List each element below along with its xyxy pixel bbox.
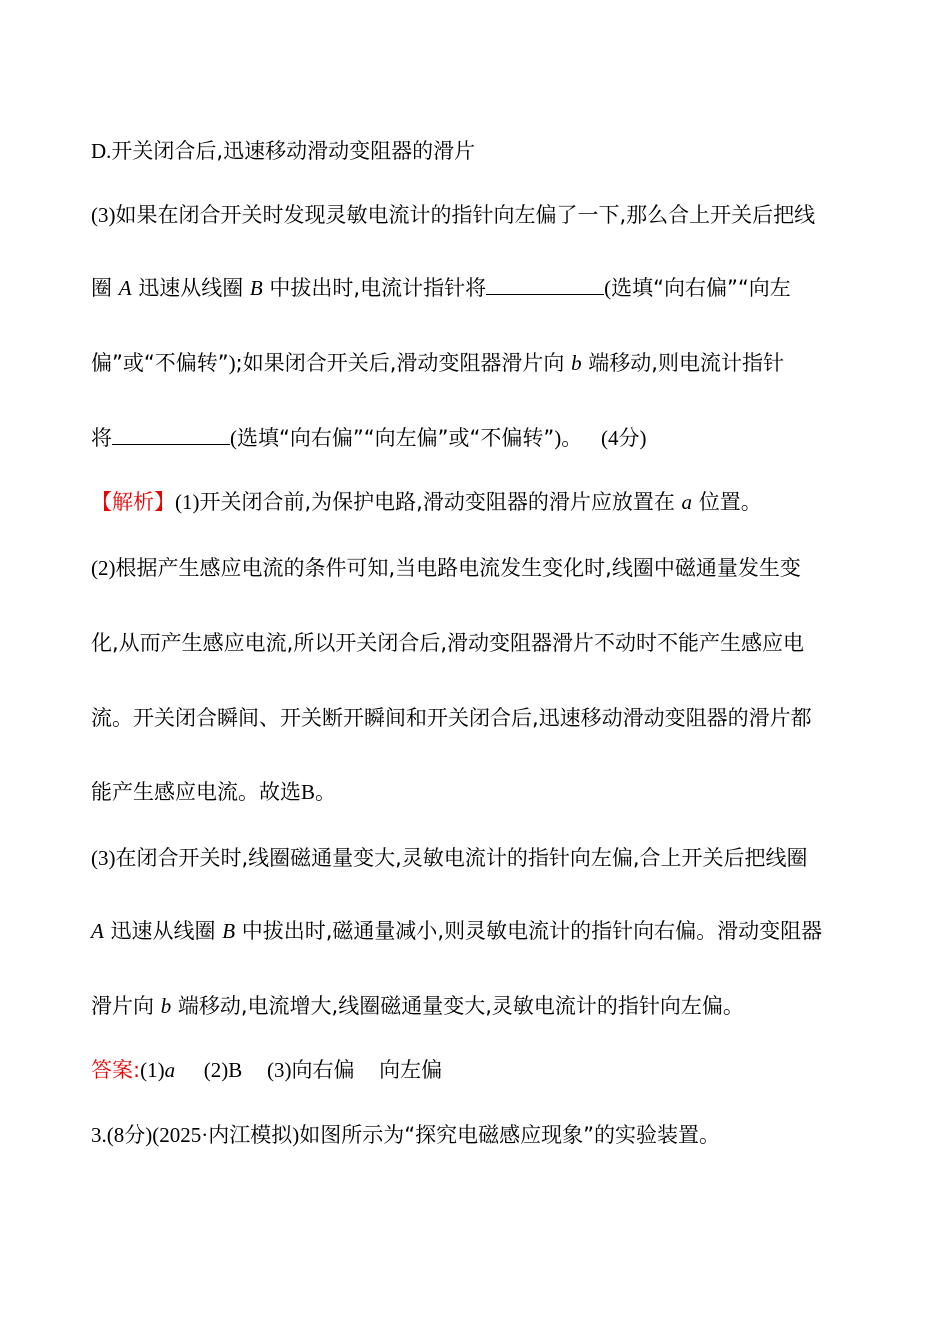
analysis-p2-text-2: 化,从而产生感应电流,所以开关闭合后,滑动变阻器滑片不动时不能产生感应电: [91, 631, 805, 655]
paren-close: ): [228, 351, 236, 375]
option-d-text: 开关闭合后,迅速移动滑动变阻器的滑片: [111, 139, 476, 163]
question-3-source: 内江模拟: [208, 1123, 293, 1147]
part3-text-2a: 圈: [91, 276, 112, 300]
analysis-p3-text-3a: 滑片向: [91, 994, 154, 1018]
answer-blank-1[interactable]: [486, 274, 604, 295]
question-3-text: 如图所示为“探究电磁感应现象”的实验装置。: [299, 1123, 721, 1147]
coil-a-var: A: [118, 276, 132, 300]
answer-3: [267, 1058, 355, 1082]
position-a-var: a: [681, 490, 693, 514]
option-d-label: D.: [91, 139, 112, 163]
paren-open: (: [604, 276, 612, 300]
answer-3-number: (3): [266, 1058, 292, 1082]
analysis-p3-line-1: [91, 843, 871, 873]
part3-text-4a: 将: [91, 426, 112, 450]
analysis-p2-number: (2): [91, 556, 116, 580]
analysis-p3-line-3: [91, 991, 871, 1021]
option-d: [91, 136, 871, 166]
analysis-line-1: [91, 487, 871, 517]
part3-text-3b: ;如果闭合开关后,滑动变阻器滑片向: [235, 351, 565, 375]
analysis-p2-line-1: [91, 553, 871, 583]
analysis-p2-text-4: 能产生感应电流。故选: [91, 780, 301, 804]
answer-1-value: a: [164, 1058, 176, 1082]
analysis-p1-text: 开关闭合前,为保护电路,滑动变阻器的滑片应放置在: [199, 490, 675, 514]
question-3-number: 3.: [91, 1123, 107, 1147]
score-close: ): [639, 426, 647, 450]
analysis-p2-end: 。: [315, 780, 337, 804]
part3-line-4: [91, 423, 871, 453]
part3-text-3c: 端移动,则电流计指针: [588, 351, 784, 375]
part3-text-2c: 中拔出时,电流计指针将: [269, 276, 487, 300]
answer-tag: 答案:: [91, 1058, 141, 1082]
part3-score: [601, 426, 647, 450]
question-3-source-close: ): [292, 1123, 300, 1147]
part3-text-3a: 偏”或“不偏转”: [91, 351, 229, 375]
analysis-p2-line-4: [91, 777, 871, 807]
coil-a-var-2: A: [91, 919, 104, 943]
part3-number: (3): [91, 203, 116, 227]
part3-line-3: [91, 348, 871, 378]
analysis-tag: 【解析】: [91, 490, 175, 514]
part3-line-2: [91, 273, 871, 303]
analysis-p3-text-2b: 中拔出时,磁通量减小,则灵敏电流计的指针向右偏。滑动变阻器: [241, 919, 823, 943]
answer-3-value: 向右偏: [291, 1058, 355, 1082]
coil-b-var-2: B: [222, 919, 236, 943]
analysis-p2-text-1: 根据产生感应电流的条件可知,当电路电流发生变化时,线圈中磁通量发生变: [115, 556, 801, 580]
part3-text-1: 如果在闭合开关时发现灵敏电流计的指针向左偏了一下,那么合上开关后把线: [115, 203, 816, 227]
answer-4-value: 向左偏: [379, 1058, 443, 1082]
period: 。: [561, 426, 583, 450]
question-3-line: [91, 1120, 871, 1150]
analysis-p3-text-2a: 迅速从线圈: [110, 919, 216, 943]
coil-b-var: B: [249, 276, 263, 300]
analysis-p3-line-2: [91, 916, 871, 946]
answer-line: [91, 1055, 871, 1085]
part3-line-1: [91, 200, 871, 230]
part3-text-2d: 选填“向右偏”“向左: [611, 276, 791, 300]
paren-close-2: ): [554, 426, 562, 450]
question-3-source-open: (2025·: [152, 1123, 209, 1147]
answer-1-number: (1): [140, 1058, 165, 1082]
part3-text-4b: 选填“向右偏”“向左偏”或“不偏转”: [237, 426, 555, 450]
answer-2: (2)B: [203, 1058, 243, 1082]
score-unit: 分: [618, 426, 640, 450]
question-3-score-close: ): [145, 1123, 153, 1147]
analysis-p2-text-3: 流。开关闭合瞬间、开关断开瞬间和开关闭合后,迅速移动滑动变阻器的滑片都: [91, 706, 812, 730]
question-3-score-unit: 分: [124, 1123, 146, 1147]
option-b-ref: B: [301, 780, 316, 804]
analysis-p2-line-2: [91, 628, 871, 658]
analysis-p1-end: 位置。: [698, 490, 762, 514]
end-b-var: b: [571, 351, 582, 375]
part3-text-2b: 迅速从线圈: [138, 276, 244, 300]
analysis-p2-line-3: [91, 703, 871, 733]
analysis-p3-number: (3): [91, 846, 116, 870]
answer-blank-2[interactable]: [112, 424, 230, 445]
paren-open-2: (: [230, 426, 237, 450]
analysis-p3-text-3b: 端移动,电流增大,线圈磁通量变大,灵敏电流计的指针向左偏。: [177, 994, 744, 1018]
score-value: (4: [600, 426, 619, 450]
end-b-var-2: b: [160, 994, 172, 1018]
analysis-p3-text-1: 在闭合开关时,线圈磁通量变大,灵敏电流计的指针向左偏,合上开关后把线圈: [115, 846, 808, 870]
question-3-score: (8: [106, 1123, 125, 1147]
analysis-p1-number: (1): [175, 490, 200, 514]
